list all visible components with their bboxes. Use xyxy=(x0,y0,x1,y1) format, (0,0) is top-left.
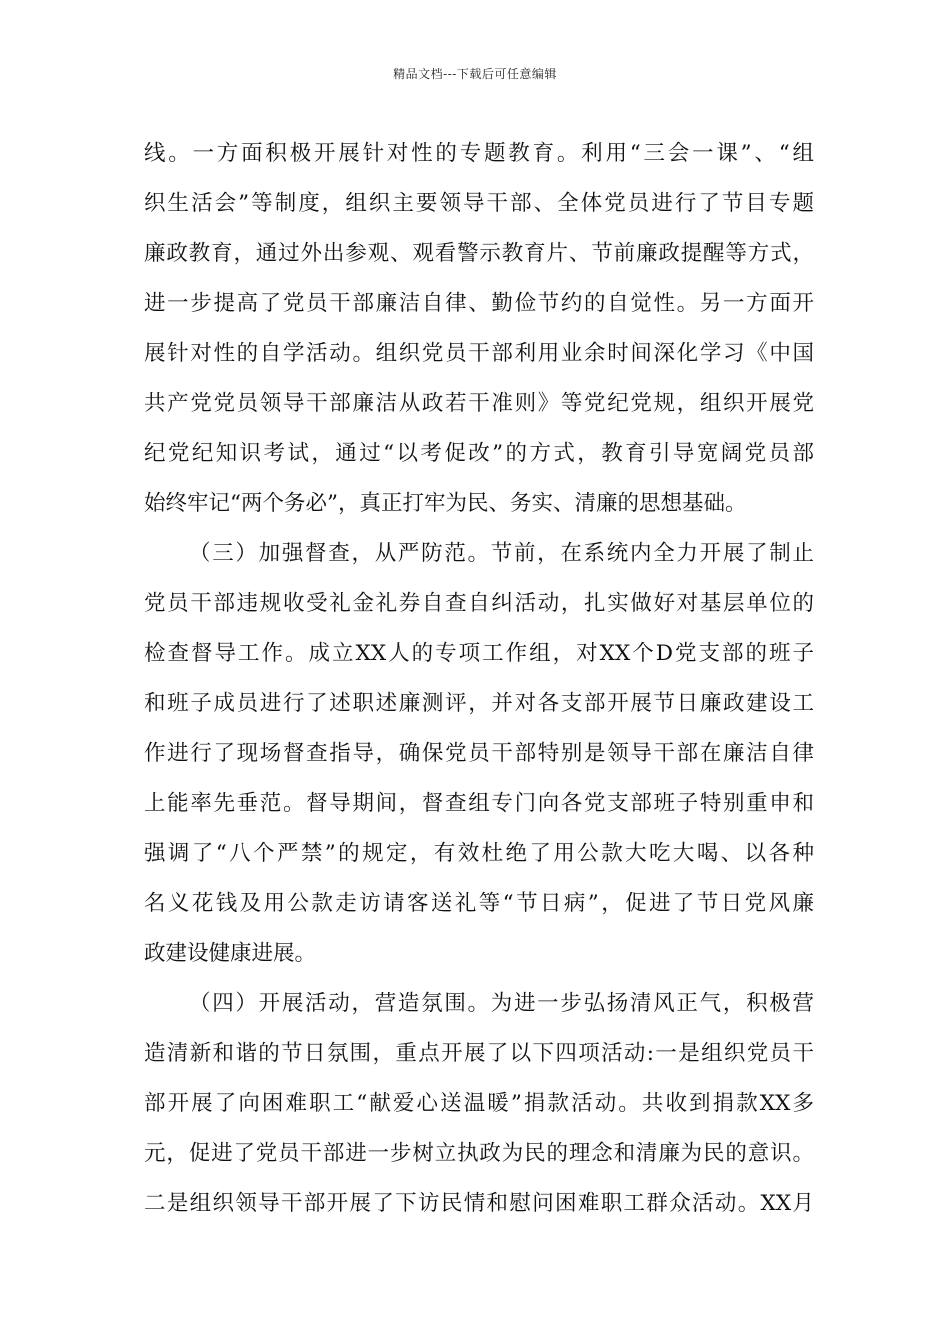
text-line: 作进行了现场督查指导，确保党员干部特别是领导干部在廉洁自律 xyxy=(144,741,814,766)
text-line: 展针对性的自学活动。组织党员干部利用业余时间深化学习《中国 xyxy=(144,341,814,366)
text-line: 部开展了向困难职工“献爱心送温暖”捐款活动。共收到捐款XX多 xyxy=(144,1091,814,1116)
text-line: （四）开展活动，营造氛围。为进一步弘扬清风正气，积极营 xyxy=(189,991,814,1016)
text-line: 强调了“八个严禁”的规定，有效杜绝了用公款大吃大喝、以各种 xyxy=(144,841,814,866)
text-line: 纪党纪知识考试，通过“以考促改”的方式，教育引导宽阔党员部 xyxy=(144,441,814,466)
text-line: 线。一方面积极开展针对性的专题教育。利用“三会一课”、“组 xyxy=(144,141,814,166)
paragraph xyxy=(144,529,814,979)
text-line: 廉政教育，通过外出参观、观看警示教育片、节前廉政提醒等方式， xyxy=(144,241,814,266)
text-line: 始终牢记“两个务必”，真正打牢为民、务实、清廉的思想基础。 xyxy=(144,491,747,516)
text-line: 二是组织领导干部开展了下访民情和慰问困难职工群众活动。XX月 xyxy=(144,1191,814,1216)
paragraph xyxy=(144,129,814,529)
text-line: 上能率先垂范。督导期间，督查组专门向各党支部班子特别重申和 xyxy=(144,791,814,816)
text-line: 党员干部违规收受礼金礼券自查自纠活动，扎实做好对基层单位的 xyxy=(144,591,814,616)
text-line: 和班子成员进行了述职述廉测评，并对各支部开展节日廉政建设工 xyxy=(144,691,814,716)
text-line: （三）加强督查，从严防范。节前，在系统内全力开展了制止 xyxy=(189,541,814,566)
text-line: 检查督导工作。成立XX人的专项工作组，对XX个D党支部的班子 xyxy=(144,641,814,666)
text-line: 政建设健康进展。 xyxy=(144,941,317,966)
text-line: 造清新和谐的节日氛围，重点开展了以下四项活动:一是组织党员干 xyxy=(144,1041,814,1066)
text-line: 共产党党员领导干部廉洁从政若干准则》等党纪党规，组织开展党 xyxy=(144,391,814,416)
text-line: 进一步提高了党员干部廉洁自律、勤俭节约的自觉性。另一方面开 xyxy=(144,291,814,316)
page-header: 精品文档---下载后可任意编辑 xyxy=(393,67,557,81)
text-line: 名义花钱及用公款走访请客送礼等“节日病”，促进了节日党风廉 xyxy=(144,891,814,916)
document-body xyxy=(144,129,814,1229)
text-line: 元，促进了党员干部进一步树立执政为民的理念和清廉为民的意识。 xyxy=(144,1141,814,1166)
paragraph xyxy=(144,979,814,1229)
text-line: 织生活会”等制度，组织主要领导干部、全体党员进行了节目专题 xyxy=(144,191,814,216)
